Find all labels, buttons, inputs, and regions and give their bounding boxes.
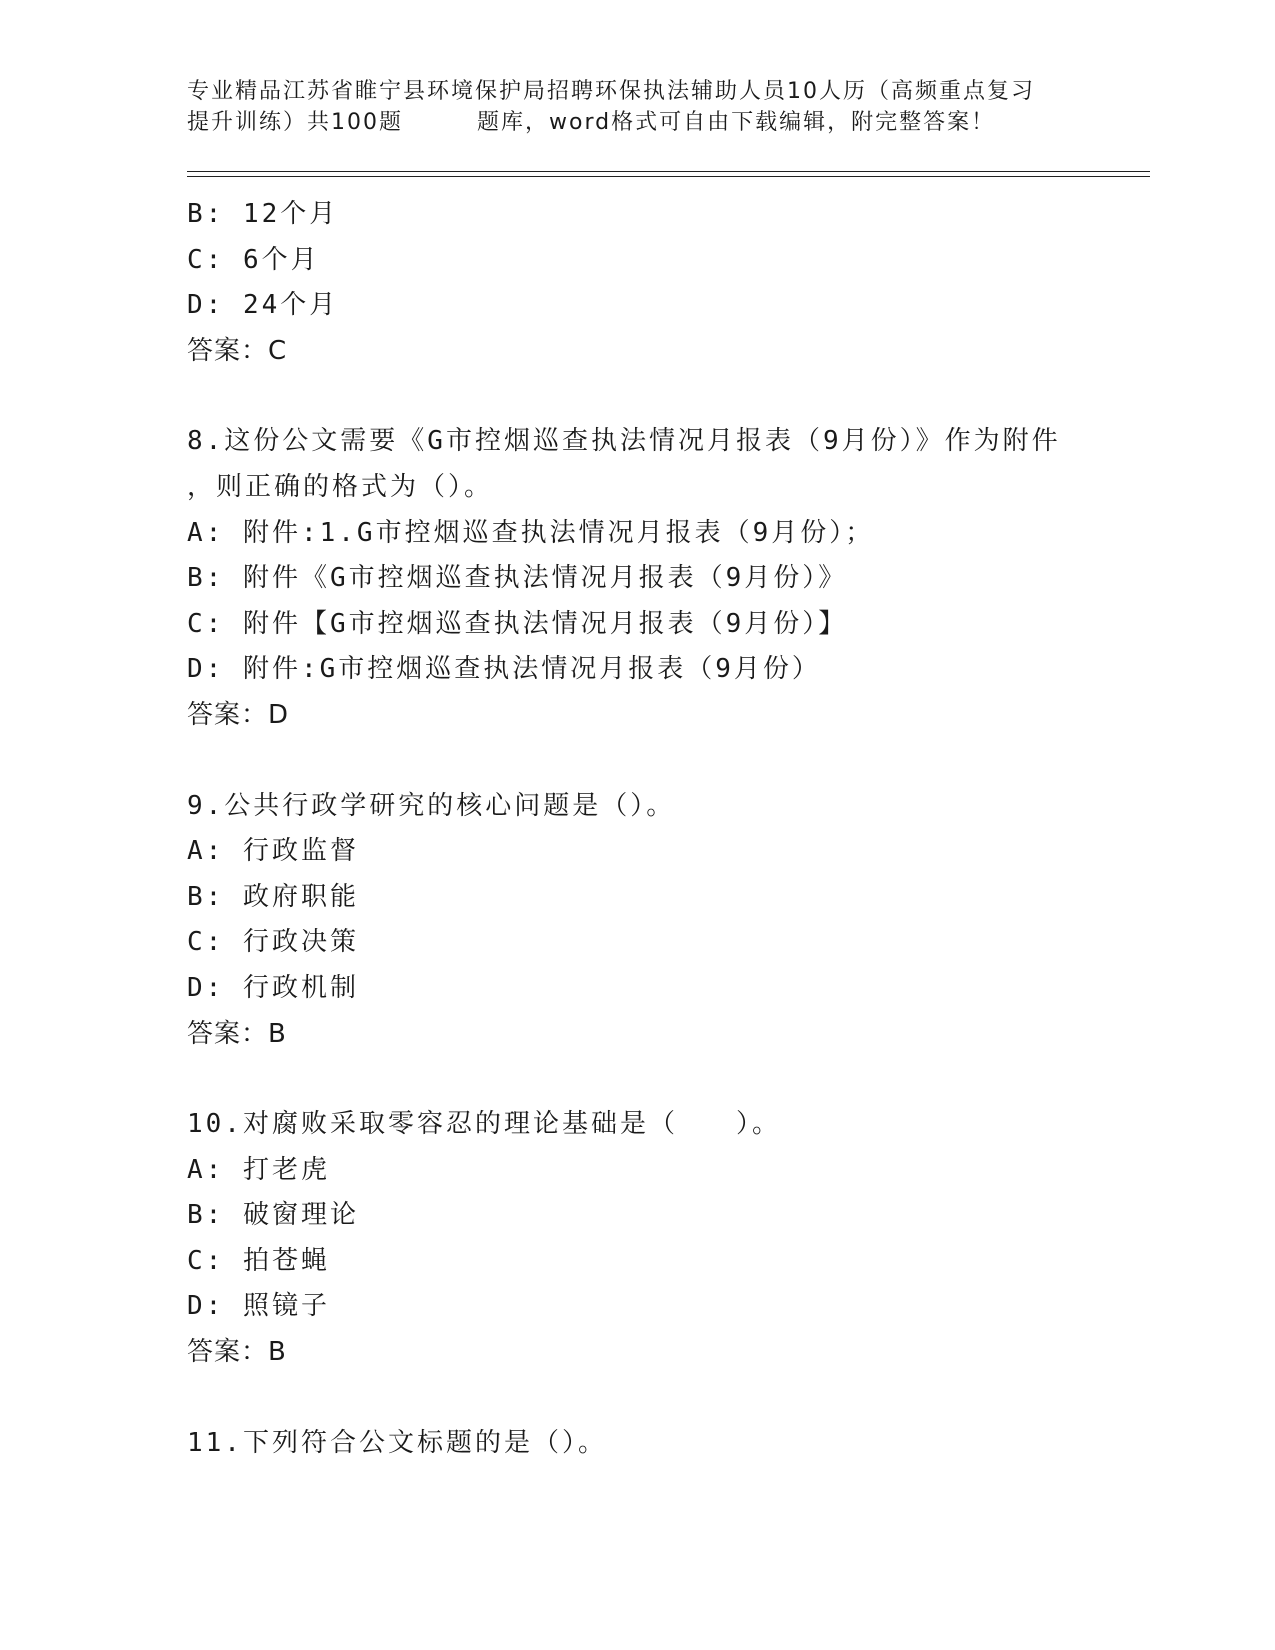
q11-stem: 11.下列符合公文标题的是（）。 [187,1427,607,1458]
q9-option-b: B: 政府职能 [187,881,359,912]
question-7 [187,192,1087,374]
q10-option-c: C: 拍苍蝇 [187,1245,330,1276]
q9-answer: 答案：B [187,1018,287,1049]
q8-option-c: C: 附件【G市控烟巡查执法情况月报表（9月份）】 [187,608,848,639]
q8-option-b: B: 附件《G市控烟巡查执法情况月报表（9月份）》 [187,563,848,594]
q10-option-d: D: 照镜子 [187,1291,330,1322]
header-rule-bottom [187,176,1150,177]
q8-option-d: D: 附件:G市控烟巡查执法情况月报表（9月份） [187,654,821,685]
question-9 [187,784,1087,1058]
question-list [187,192,1087,1466]
q9-option-c: C: 行政决策 [187,927,359,958]
q10-option-a: A: 打老虎 [187,1154,330,1185]
q9-option-d: D: 行政机制 [187,972,359,1003]
question-10 [187,1102,1087,1376]
q7-option-c: C: 6个月 [187,244,320,275]
q8-option-a: A: 附件:1.G市控烟巡查执法情况月报表（9月份）； [187,517,875,548]
question-11 [187,1421,1087,1467]
q8-stem-line-2: ，则正确的格式为（）。 [187,471,494,502]
header-line-2 [187,107,1067,138]
header-line-1: 专业精品江苏省睢宁县环境保护局招聘环保执法辅助人员10人历（高频重点复习 [187,79,1035,104]
q10-answer: 答案：B [187,1337,287,1368]
q7-option-b: B: 12个月 [187,199,339,229]
header-line-2-right: 题库，word格式可自由下载编辑，附完整答案！ [477,110,996,135]
q9-stem: 9.公共行政学研究的核心问题是（）。 [187,790,676,821]
q9-option-a: A: 行政监督 [187,836,359,867]
q8-stem-line-1: 8.这份公文需要《G市控烟巡查执法情况月报表（9月份）》作为附件 [187,426,1061,457]
q7-answer: 答案：C [187,335,288,366]
page-header [187,76,1067,138]
header-line-2-left: 提升训练）共100题 [187,110,403,135]
q7-option-d: D: 24个月 [187,290,339,321]
q10-stem: 10.对腐败采取零容忍的理论基础是（ ）。 [187,1109,781,1140]
q10-option-b: B: 破窗理论 [187,1200,359,1231]
q8-answer: 答案：D [187,699,290,730]
question-8 [187,419,1087,738]
header-rule-top [187,171,1150,172]
